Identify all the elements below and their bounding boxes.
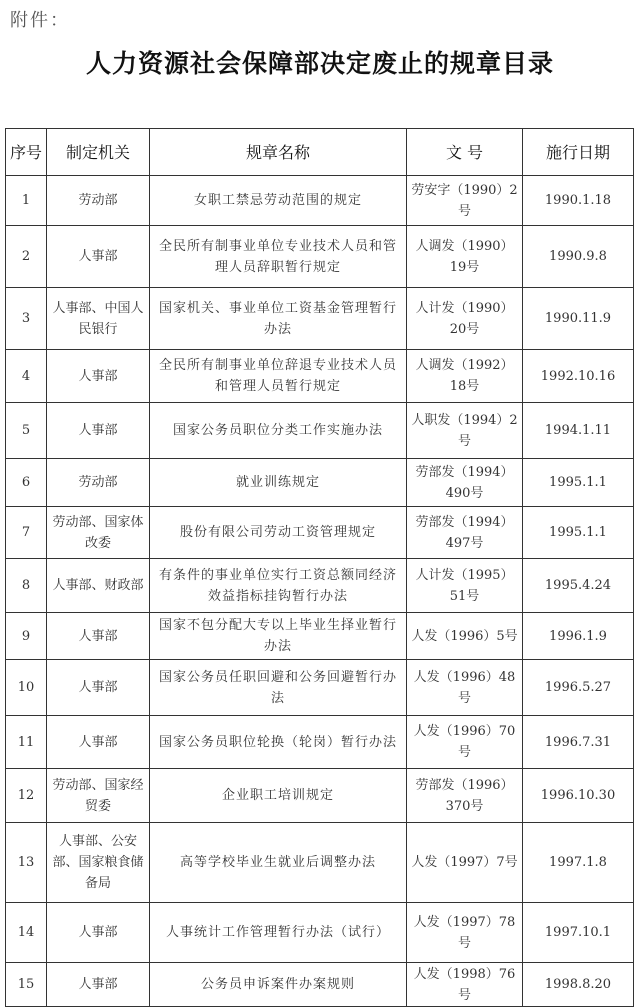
cell-seq: 15 bbox=[6, 963, 47, 1007]
table-row bbox=[6, 823, 634, 903]
cell-effective-date: 1996.1.9 bbox=[523, 613, 634, 660]
cell-seq: 13 bbox=[6, 823, 47, 903]
cell-doc-number: 人发（1997）7号 bbox=[407, 823, 523, 903]
cell-doc-number: 人发（1996）5号 bbox=[407, 613, 523, 660]
header-seq: 序号 bbox=[6, 129, 47, 176]
header-effective-date: 施行日期 bbox=[523, 129, 634, 176]
cell-agency: 劳动部 bbox=[47, 459, 150, 507]
cell-regulation-name: 女职工禁忌劳动范围的规定 bbox=[150, 176, 407, 226]
table-row bbox=[6, 350, 634, 403]
cell-agency: 人事部、公安部、国家粮食储备局 bbox=[47, 823, 150, 903]
cell-seq: 10 bbox=[6, 660, 47, 716]
cell-doc-number: 人发（1996）48号 bbox=[407, 660, 523, 716]
attachment-label: 附件： bbox=[10, 10, 70, 31]
cell-regulation-name: 公务员申诉案件办案规则 bbox=[150, 963, 407, 1007]
cell-regulation-name: 全民所有制事业单位专业技术人员和管理人员辞职暂行规定 bbox=[150, 226, 407, 288]
cell-agency: 人事部 bbox=[47, 350, 150, 403]
regulations-table bbox=[5, 128, 634, 1007]
table-header-row bbox=[6, 129, 634, 176]
cell-doc-number: 劳部发（1996）370号 bbox=[407, 769, 523, 823]
table-row bbox=[6, 903, 634, 963]
document-title: 人力资源社会保障部决定废止的规章目录 bbox=[85, 49, 554, 78]
cell-doc-number: 人发（1997）78号 bbox=[407, 903, 523, 963]
cell-seq: 2 bbox=[6, 226, 47, 288]
cell-effective-date: 1996.5.27 bbox=[523, 660, 634, 716]
header-agency: 制定机关 bbox=[47, 129, 150, 176]
cell-regulation-name: 高等学校毕业生就业后调整办法 bbox=[150, 823, 407, 903]
table-row bbox=[6, 176, 634, 226]
cell-regulation-name: 国家不包分配大专以上毕业生择业暂行办法 bbox=[150, 613, 407, 660]
cell-doc-number: 劳安字（1990）2号 bbox=[407, 176, 523, 226]
cell-regulation-name: 国家机关、事业单位工资基金管理暂行办法 bbox=[150, 288, 407, 350]
cell-agency: 劳动部 bbox=[47, 176, 150, 226]
table-row bbox=[6, 963, 634, 1007]
cell-regulation-name: 国家公务员职位分类工作实施办法 bbox=[150, 403, 407, 459]
cell-regulation-name: 有条件的事业单位实行工资总额同经济效益指标挂钩暂行办法 bbox=[150, 559, 407, 613]
cell-seq: 5 bbox=[6, 403, 47, 459]
cell-seq: 4 bbox=[6, 350, 47, 403]
table-row bbox=[6, 459, 634, 507]
cell-effective-date: 1996.10.30 bbox=[523, 769, 634, 823]
cell-doc-number: 劳部发（1994）490号 bbox=[407, 459, 523, 507]
cell-effective-date: 1997.10.1 bbox=[523, 903, 634, 963]
cell-agency: 人事部 bbox=[47, 226, 150, 288]
cell-doc-number: 人发（1996）70号 bbox=[407, 716, 523, 769]
cell-doc-number: 人调发（1992）18号 bbox=[407, 350, 523, 403]
table-row bbox=[6, 288, 634, 350]
cell-effective-date: 1996.7.31 bbox=[523, 716, 634, 769]
table-row bbox=[6, 660, 634, 716]
cell-seq: 14 bbox=[6, 903, 47, 963]
cell-effective-date: 1995.1.1 bbox=[523, 507, 634, 559]
cell-agency: 人事部 bbox=[47, 403, 150, 459]
cell-seq: 8 bbox=[6, 559, 47, 613]
cell-regulation-name: 国家公务员任职回避和公务回避暂行办法 bbox=[150, 660, 407, 716]
cell-agency: 人事部 bbox=[47, 613, 150, 660]
cell-regulation-name: 就业训练规定 bbox=[150, 459, 407, 507]
cell-agency: 劳动部、国家体改委 bbox=[47, 507, 150, 559]
cell-effective-date: 1990.11.9 bbox=[523, 288, 634, 350]
cell-doc-number: 人调发（1990）19号 bbox=[407, 226, 523, 288]
cell-effective-date: 1998.8.20 bbox=[523, 963, 634, 1007]
cell-effective-date: 1994.1.11 bbox=[523, 403, 634, 459]
cell-regulation-name: 国家公务员职位轮换（轮岗）暂行办法 bbox=[150, 716, 407, 769]
cell-agency: 人事部 bbox=[47, 903, 150, 963]
table-row bbox=[6, 613, 634, 660]
cell-seq: 9 bbox=[6, 613, 47, 660]
cell-agency: 人事部、中国人民银行 bbox=[47, 288, 150, 350]
cell-seq: 6 bbox=[6, 459, 47, 507]
cell-agency: 人事部 bbox=[47, 660, 150, 716]
cell-doc-number: 人计发（1995）51号 bbox=[407, 559, 523, 613]
cell-doc-number: 劳部发（1994）497号 bbox=[407, 507, 523, 559]
header-doc-number: 文 号 bbox=[407, 129, 523, 176]
cell-seq: 1 bbox=[6, 176, 47, 226]
cell-seq: 12 bbox=[6, 769, 47, 823]
cell-effective-date: 1997.1.8 bbox=[523, 823, 634, 903]
header-regulation-name: 规章名称 bbox=[150, 129, 407, 176]
cell-effective-date: 1995.1.1 bbox=[523, 459, 634, 507]
cell-agency: 人事部、财政部 bbox=[47, 559, 150, 613]
cell-effective-date: 1992.10.16 bbox=[523, 350, 634, 403]
table-row bbox=[6, 559, 634, 613]
cell-effective-date: 1990.1.18 bbox=[523, 176, 634, 226]
cell-seq: 11 bbox=[6, 716, 47, 769]
cell-effective-date: 1995.4.24 bbox=[523, 559, 634, 613]
table-row bbox=[6, 226, 634, 288]
cell-doc-number: 人发（1998）76号 bbox=[407, 963, 523, 1007]
cell-regulation-name: 全民所有制事业单位辞退专业技术人员和管理人员暂行规定 bbox=[150, 350, 407, 403]
cell-agency: 人事部 bbox=[47, 963, 150, 1007]
cell-effective-date: 1990.9.8 bbox=[523, 226, 634, 288]
cell-agency: 劳动部、国家经贸委 bbox=[47, 769, 150, 823]
cell-regulation-name: 人事统计工作管理暂行办法（试行） bbox=[150, 903, 407, 963]
table-row bbox=[6, 716, 634, 769]
cell-agency: 人事部 bbox=[47, 716, 150, 769]
cell-seq: 3 bbox=[6, 288, 47, 350]
table-row bbox=[6, 769, 634, 823]
cell-doc-number: 人职发（1994）2号 bbox=[407, 403, 523, 459]
cell-doc-number: 人计发（1990）20号 bbox=[407, 288, 523, 350]
cell-regulation-name: 企业职工培训规定 bbox=[150, 769, 407, 823]
table-row bbox=[6, 507, 634, 559]
cell-regulation-name: 股份有限公司劳动工资管理规定 bbox=[150, 507, 407, 559]
cell-seq: 7 bbox=[6, 507, 47, 559]
table-row bbox=[6, 403, 634, 459]
